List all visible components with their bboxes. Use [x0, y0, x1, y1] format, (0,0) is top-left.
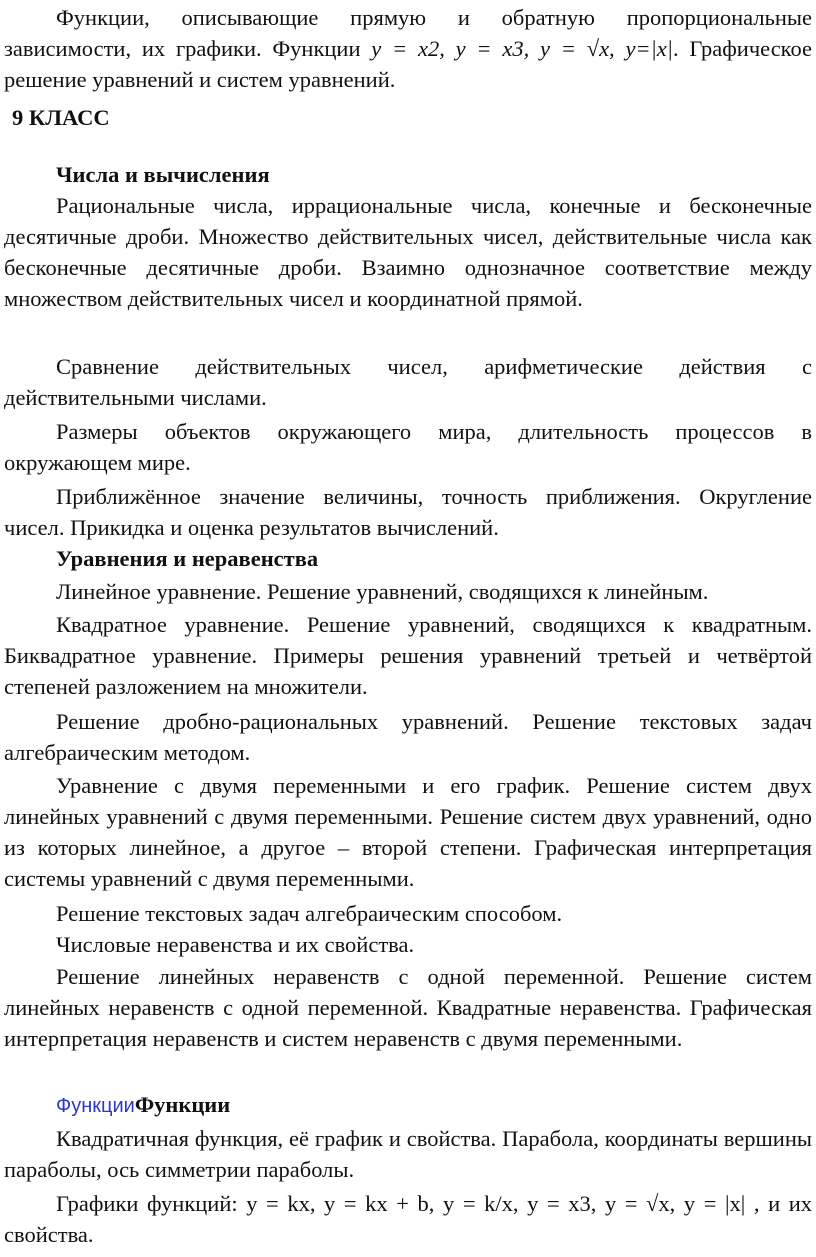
section-heading-equations: Уравнения и неравенства [56, 546, 319, 571]
paragraph-text-problems: Решение текстовых задач алгебраическим способом. [56, 901, 563, 926]
paragraph-sizes: Размеры объектов окружающего мира, длительность процессов в окружающем мире. [4, 419, 812, 475]
grade-heading: 9 КЛАСС [12, 105, 110, 130]
formula-functions: y = x2, y = x3, y = √x, y=|x| [371, 36, 673, 61]
paragraph-numeric-inequalities: Числовые неравенства и их свойства. [56, 932, 415, 957]
paragraph-real-numbers: Рациональные числа, иррациональные числа, конечные и бесконечные десятичные дроби. Множество действительных чисел, действительные числа как бесконечные десятичные дроби. Взаимно однозначное соответствие между множеством действительных чисел и координатной прямой. [4, 193, 812, 311]
paragraph-fractional-equations: Решение дробно-рациональных уравнений. Решение текстовых задач алгебраическим методом. [4, 709, 812, 765]
paragraph-functions-intro [4, 2, 812, 95]
paragraph-comparison: Сравнение действительных чисел, арифметические действия с действительными числами. [4, 354, 812, 410]
paragraph-text: Функции, описывающие прямую и обратную пропорциональные зависимости, их графики. Функции [4, 5, 812, 61]
paragraph-quadratic-equation: Квадратное уравнение. Решение уравнений, сводящихся к квадратным. Биквадратное уравнение. Примеры решения уравнений третьей и четвёртой степеней разложением на множители. [4, 612, 812, 699]
section-heading-functions [4, 1089, 812, 1122]
paragraph-approximation: Приближённое значение величины, точность приближения. Округление чисел. Прикидка и оценка результатов вычислений. [4, 484, 812, 540]
functions-link[interactable]: Функции [56, 1095, 135, 1117]
paragraph-linear-inequalities: Решение линейных неравенств с одной переменной. Решение систем линейных неравенств с одной переменной. Квадратные неравенства. Графическая интерпретация неравенств и систем неравенств с двумя переменными. [4, 964, 812, 1051]
paragraph-quadratic-function: Квадратичная функция, её график и свойства. Парабола, координаты вершины параболы, ось симметрии параболы. [4, 1126, 812, 1182]
paragraph-function-graphs: Графики функций: y = kx, y = kx + b, y = k/x, y = x3, y = √x, y = |x| , и их свойства. [4, 1191, 812, 1247]
section-heading-numbers: Числа и вычисления [56, 162, 270, 187]
paragraph-text: . Графическое решение уравнений и систем уравнений. [4, 36, 812, 92]
paragraph-two-variables: Уравнение с двумя переменными и его график. Решение систем двух линейных уравнений с двумя переменными. Решение систем двух уравнений, одно из которых линейное, а другое – второй степени. Графическая интерпретация системы уравнений с двумя переменными. [4, 773, 812, 891]
functions-heading-bold: Функции [134, 1092, 231, 1117]
paragraph-linear-equation: Линейное уравнение. Решение уравнений, сводящихся к линейным. [56, 579, 709, 604]
